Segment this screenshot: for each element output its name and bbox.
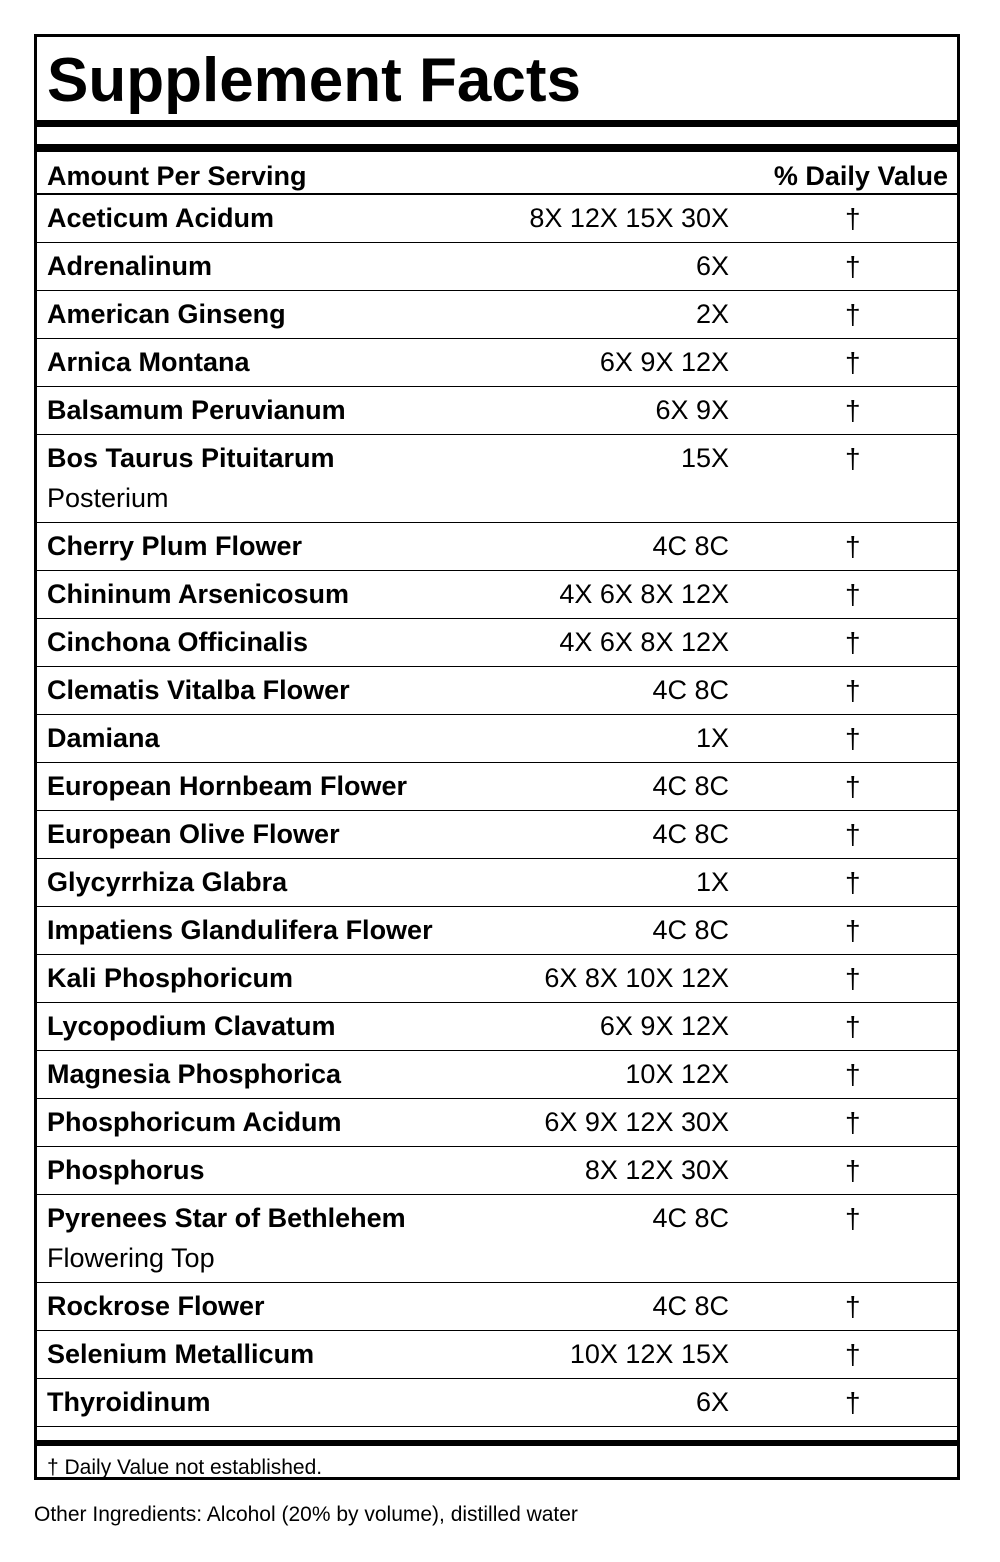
amount-per-serving-header: Amount Per Serving — [47, 161, 307, 191]
ingredient-name-line1: Kali Phosphoricum — [47, 963, 294, 993]
ingredient-name-line1: Impatiens Glandulifera Flower — [47, 915, 433, 945]
ingredient-daily-value: † — [845, 915, 861, 946]
ingredient-name — [47, 438, 517, 518]
ingredient-name-line1: Glycyrrhiza Glabra — [47, 867, 288, 897]
ingredient-daily-value: † — [845, 579, 861, 610]
ingredient-row — [37, 859, 957, 907]
ingredient-name-line1: Phosphoricum Acidum — [47, 1107, 342, 1137]
ingredient-name — [47, 1286, 517, 1326]
ingredient-amount: 10X 12X 15X — [569, 1339, 729, 1369]
ingredient-name — [47, 1198, 517, 1278]
ingredient-amount: 4C 8C — [652, 531, 729, 561]
ingredient-name — [47, 1382, 517, 1422]
thick-divider-bottom — [37, 1440, 957, 1446]
ingredient-daily-value: † — [845, 443, 861, 474]
ingredient-name — [47, 622, 517, 662]
ingredient-daily-value: † — [845, 203, 861, 234]
ingredient-name — [47, 1102, 517, 1142]
ingredient-daily-value: † — [845, 963, 861, 994]
ingredient-row — [37, 667, 957, 715]
ingredient-amount: 4C 8C — [652, 915, 729, 945]
ingredient-daily-value: † — [845, 1387, 861, 1418]
ingredient-row — [37, 339, 957, 387]
ingredient-amount: 1X — [695, 723, 729, 753]
ingredient-row — [37, 619, 957, 667]
ingredient-row — [37, 571, 957, 619]
thick-divider-top — [37, 120, 957, 127]
ingredient-amount: 8X 12X 15X 30X — [529, 203, 729, 233]
ingredient-name-line2: Flowering Top — [47, 1243, 215, 1273]
daily-value-footnote: † Daily Value not established. — [47, 1456, 323, 1479]
ingredient-row — [37, 1195, 957, 1283]
ingredient-daily-value: † — [845, 347, 861, 378]
ingredient-name — [47, 198, 517, 238]
ingredient-amount: 6X 8X 10X 12X — [544, 963, 729, 993]
ingredient-daily-value: † — [845, 723, 861, 754]
ingredient-name — [47, 294, 517, 334]
ingredient-amount: 4C 8C — [652, 1203, 729, 1233]
panel-title: Supplement Facts — [47, 46, 581, 115]
ingredient-name-line1: Chininum Arsenicosum — [47, 579, 350, 609]
ingredient-row — [37, 1283, 957, 1331]
ingredient-name-line1: Balsamum Peruvianum — [47, 395, 346, 425]
ingredient-name-line1: European Olive Flower — [47, 819, 340, 849]
ingredient-row — [37, 1379, 957, 1427]
ingredient-daily-value: † — [845, 1339, 861, 1370]
ingredient-row — [37, 435, 957, 523]
ingredient-name — [47, 910, 517, 950]
ingredient-amount: 4C 8C — [652, 771, 729, 801]
ingredient-daily-value: † — [845, 1291, 861, 1322]
ingredient-amount: 10X 12X — [625, 1059, 729, 1089]
ingredient-daily-value: † — [845, 395, 861, 426]
ingredient-name-line1: American Ginseng — [47, 299, 286, 329]
ingredient-amount: 4C 8C — [652, 1291, 729, 1321]
ingredient-daily-value: † — [845, 1107, 861, 1138]
ingredient-name-line1: Rockrose Flower — [47, 1291, 265, 1321]
ingredient-name — [47, 862, 517, 902]
ingredient-amount: 8X 12X 30X — [584, 1155, 729, 1185]
ingredient-name — [47, 1006, 517, 1046]
ingredient-amount: 1X — [695, 867, 729, 897]
ingredient-row — [37, 523, 957, 571]
ingredient-name — [47, 670, 517, 710]
ingredient-name — [47, 574, 517, 614]
ingredient-name-line1: Lycopodium Clavatum — [47, 1011, 336, 1041]
ingredient-row — [37, 1147, 957, 1195]
ingredient-daily-value: † — [845, 867, 861, 898]
ingredient-daily-value: † — [845, 1155, 861, 1186]
ingredient-row — [37, 195, 957, 243]
ingredient-row — [37, 715, 957, 763]
ingredient-daily-value: † — [845, 251, 861, 282]
ingredient-name-line1: Bos Taurus Pituitarum — [47, 443, 335, 473]
ingredient-name-line1: Aceticum Acidum — [47, 203, 275, 233]
ingredient-name — [47, 814, 517, 854]
ingredient-name-line1: Thyroidinum — [47, 1387, 211, 1417]
ingredient-daily-value: † — [845, 299, 861, 330]
ingredient-daily-value: † — [845, 771, 861, 802]
ingredient-amount: 4X 6X 8X 12X — [559, 627, 729, 657]
other-ingredients: Other Ingredients: Alcohol (20% by volume), distilled water — [34, 1503, 578, 1526]
ingredient-row — [37, 763, 957, 811]
column-header-row — [37, 152, 957, 195]
ingredient-name — [47, 1334, 517, 1374]
ingredient-row — [37, 1331, 957, 1379]
ingredient-amount: 4C 8C — [652, 675, 729, 705]
ingredient-daily-value: † — [845, 627, 861, 658]
ingredient-name-line1: Magnesia Phosphorica — [47, 1059, 342, 1089]
ingredient-amount: 2X — [695, 299, 729, 329]
ingredient-row — [37, 291, 957, 339]
ingredient-amount: 6X 9X 12X — [599, 347, 729, 377]
supplement-facts-panel — [34, 34, 960, 1480]
ingredient-name — [47, 718, 517, 758]
ingredient-row — [37, 1003, 957, 1051]
ingredient-name — [47, 342, 517, 382]
ingredient-name — [47, 1150, 517, 1190]
daily-value-header: % Daily Value — [773, 161, 948, 191]
ingredient-name-line1: Arnica Montana — [47, 347, 250, 377]
ingredient-row — [37, 1051, 957, 1099]
ingredient-name-line1: Phosphorus — [47, 1155, 205, 1185]
ingredient-daily-value: † — [845, 675, 861, 706]
ingredient-name-line1: Adrenalinum — [47, 251, 213, 281]
ingredient-amount: 6X — [695, 1387, 729, 1417]
ingredient-name-line1: Pyrenees Star of Bethlehem — [47, 1203, 406, 1233]
ingredient-row — [37, 243, 957, 291]
ingredient-row — [37, 387, 957, 435]
ingredient-name-line1: European Hornbeam Flower — [47, 771, 408, 801]
ingredient-name — [47, 246, 517, 286]
ingredient-daily-value: † — [845, 1203, 861, 1234]
ingredient-name-line1: Selenium Metallicum — [47, 1339, 315, 1369]
ingredient-daily-value: † — [845, 531, 861, 562]
ingredient-amount: 4C 8C — [652, 819, 729, 849]
ingredient-amount: 4X 6X 8X 12X — [559, 579, 729, 609]
ingredient-name-line1: Cherry Plum Flower — [47, 531, 303, 561]
ingredient-amount: 6X 9X 12X — [599, 1011, 729, 1041]
ingredient-daily-value: † — [845, 1059, 861, 1090]
ingredient-name — [47, 390, 517, 430]
ingredient-row — [37, 811, 957, 859]
ingredient-row — [37, 955, 957, 1003]
ingredient-name-line1: Cinchona Officinalis — [47, 627, 309, 657]
ingredient-daily-value: † — [845, 1011, 861, 1042]
ingredient-row — [37, 907, 957, 955]
ingredient-name — [47, 958, 517, 998]
ingredient-amount: 6X 9X — [655, 395, 729, 425]
ingredient-row — [37, 1099, 957, 1147]
ingredient-name-line1: Damiana — [47, 723, 160, 753]
ingredient-amount: 6X — [695, 251, 729, 281]
ingredient-amount: 15X — [680, 443, 729, 473]
ingredient-name — [47, 1054, 517, 1094]
ingredient-list — [37, 195, 957, 1427]
ingredient-daily-value: † — [845, 819, 861, 850]
ingredient-amount: 6X 9X 12X 30X — [544, 1107, 729, 1137]
ingredient-name — [47, 766, 517, 806]
ingredient-name-line1: Clematis Vitalba Flower — [47, 675, 350, 705]
thick-divider-second — [37, 144, 957, 152]
ingredient-name-line2: Posterium — [47, 483, 169, 513]
ingredient-name — [47, 526, 517, 566]
